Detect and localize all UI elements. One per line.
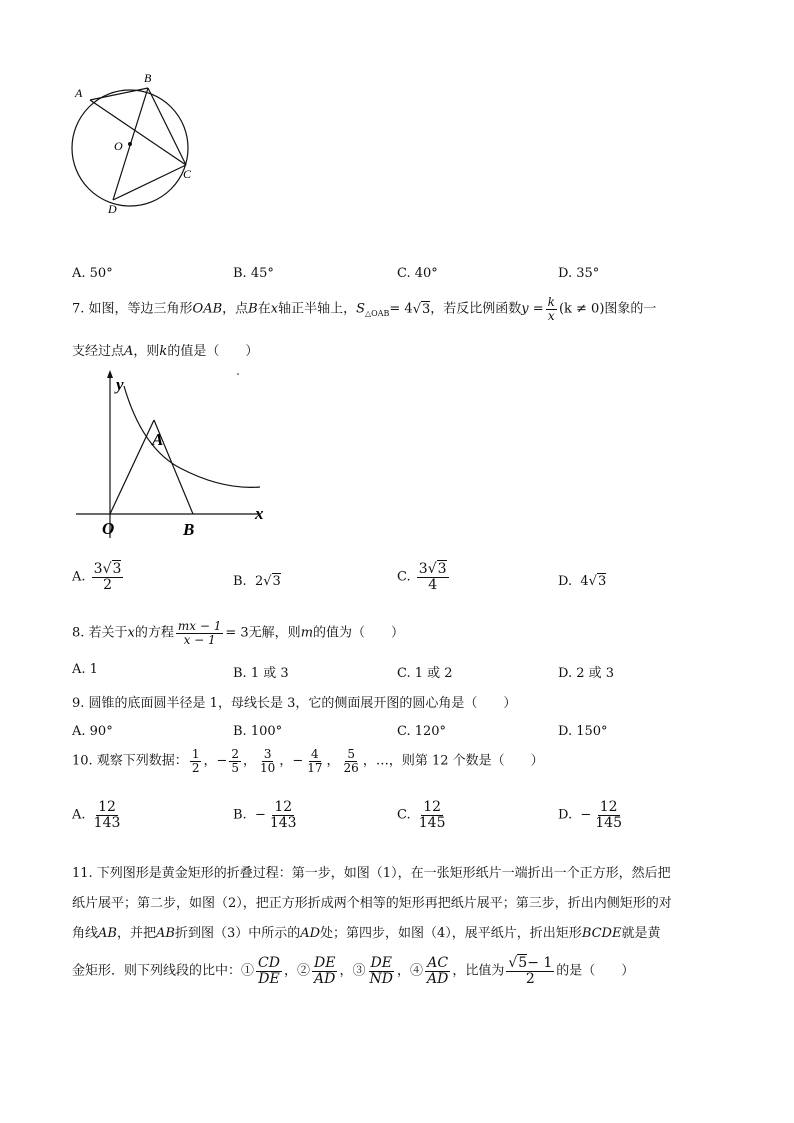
label-A: A [75,86,83,100]
q8-line: 8. 若关于x的方程 $\frac{mx - 1}{x - 1}$ = 3无解，则m的值为（ ） [72,619,405,647]
label-A: A [152,430,164,449]
label-y: y [116,375,124,394]
q6-option-a: A. 50° [72,266,113,281]
label-B: B [183,520,195,539]
q11-line-1: 11. 下列图形是黄金矩形的折叠过程：第一步，如图（1），在一张矩形纸片一端折出一个正方形，然后把 [72,866,671,881]
q10-line: 10. 观察下列数据： $\frac{1}{2}$ ，− $\frac{2}{5}$ ， $\frac{3}{10}$ ，− $\frac{4}{17}$ ， $\frac{5}{26}$ ，…，则第 12 个数是（ ） [72,747,544,775]
label-x: x [255,504,264,523]
q9-line: 9. 圆锥的底面圆半径是 1，母线长是 3，它的侧面展开图的圆心角是（ ） [72,696,517,711]
q7-option-b: B. 2√3 [233,574,281,589]
label-O: O [114,139,123,153]
q11-line-3: 角线AB，并把AB折到图（3）中所示的AD处；第四步，如图（4），展平纸片，折出矩形BCDE就是黄 [72,926,661,941]
q9-option-d: D. 150° [558,724,608,739]
q10-option-c: C. $\frac{12}{145}$ [397,799,446,831]
q7-option-c: C. $\frac{3√3}{4}$ [397,561,447,593]
q6-option-d: D. 35° [558,266,600,281]
q8-option-d: D. 2 或 3 [558,666,615,681]
label-D: D [108,202,117,216]
q10-option-a: A. $\frac{12}{143}$ [72,799,121,831]
q7-line-1: 7. 如图，等边三角形OAB，点B在x轴正半轴上，$S_{\triangle OAB}= 4√3$，若反比例函数y = $\frac{k}{x}$ (k ≠ 0)图象的一 [72,295,657,323]
label-C: C [183,167,192,181]
q10-option-d: D. − $\frac{12}{145}$ [558,799,622,831]
q7-option-a: A. $\frac{3√3}{2}$ [72,561,122,593]
q6-option-c: C. 40° [397,266,438,281]
q7-line-2: 支经过点A，则k的值是（ ） [72,344,259,359]
q8-option-a: A. 1 [72,662,98,677]
label-B: B [144,71,152,85]
q11-line-2: 纸片展平；第二步，如图（2），把正方形折成两个相等的矩形再把纸片展平；第三步，折出内侧矩形的对 [72,896,672,911]
q6-option-b: B. 45° [233,266,274,281]
q7-option-d: D. 4√3 [558,574,607,589]
q8-option-b: B. 1 或 3 [233,666,289,681]
circle-figure [66,68,206,218]
q9-option-c: C. 120° [397,724,447,739]
q8-option-c: C. 1 或 2 [397,666,453,681]
q10-option-b: B. − $\frac{12}{143}$ [233,799,297,831]
q11-line-4: 金矩形．则下列线段的比中：① $\frac{CD}{DE}$ ，② $\frac{DE}{AD}$ ，③ $\frac{DE}{ND}$ ，④ $\frac{AC}{AD}$ ，比值为 $\frac{√5- 1}{2}$ 的是（ ） [72,955,635,987]
q9-option-b: B. 100° [233,724,283,739]
hyperbola-figure [72,368,282,548]
q9-option-a: A. 90° [72,724,113,739]
label-O: O [102,519,115,538]
